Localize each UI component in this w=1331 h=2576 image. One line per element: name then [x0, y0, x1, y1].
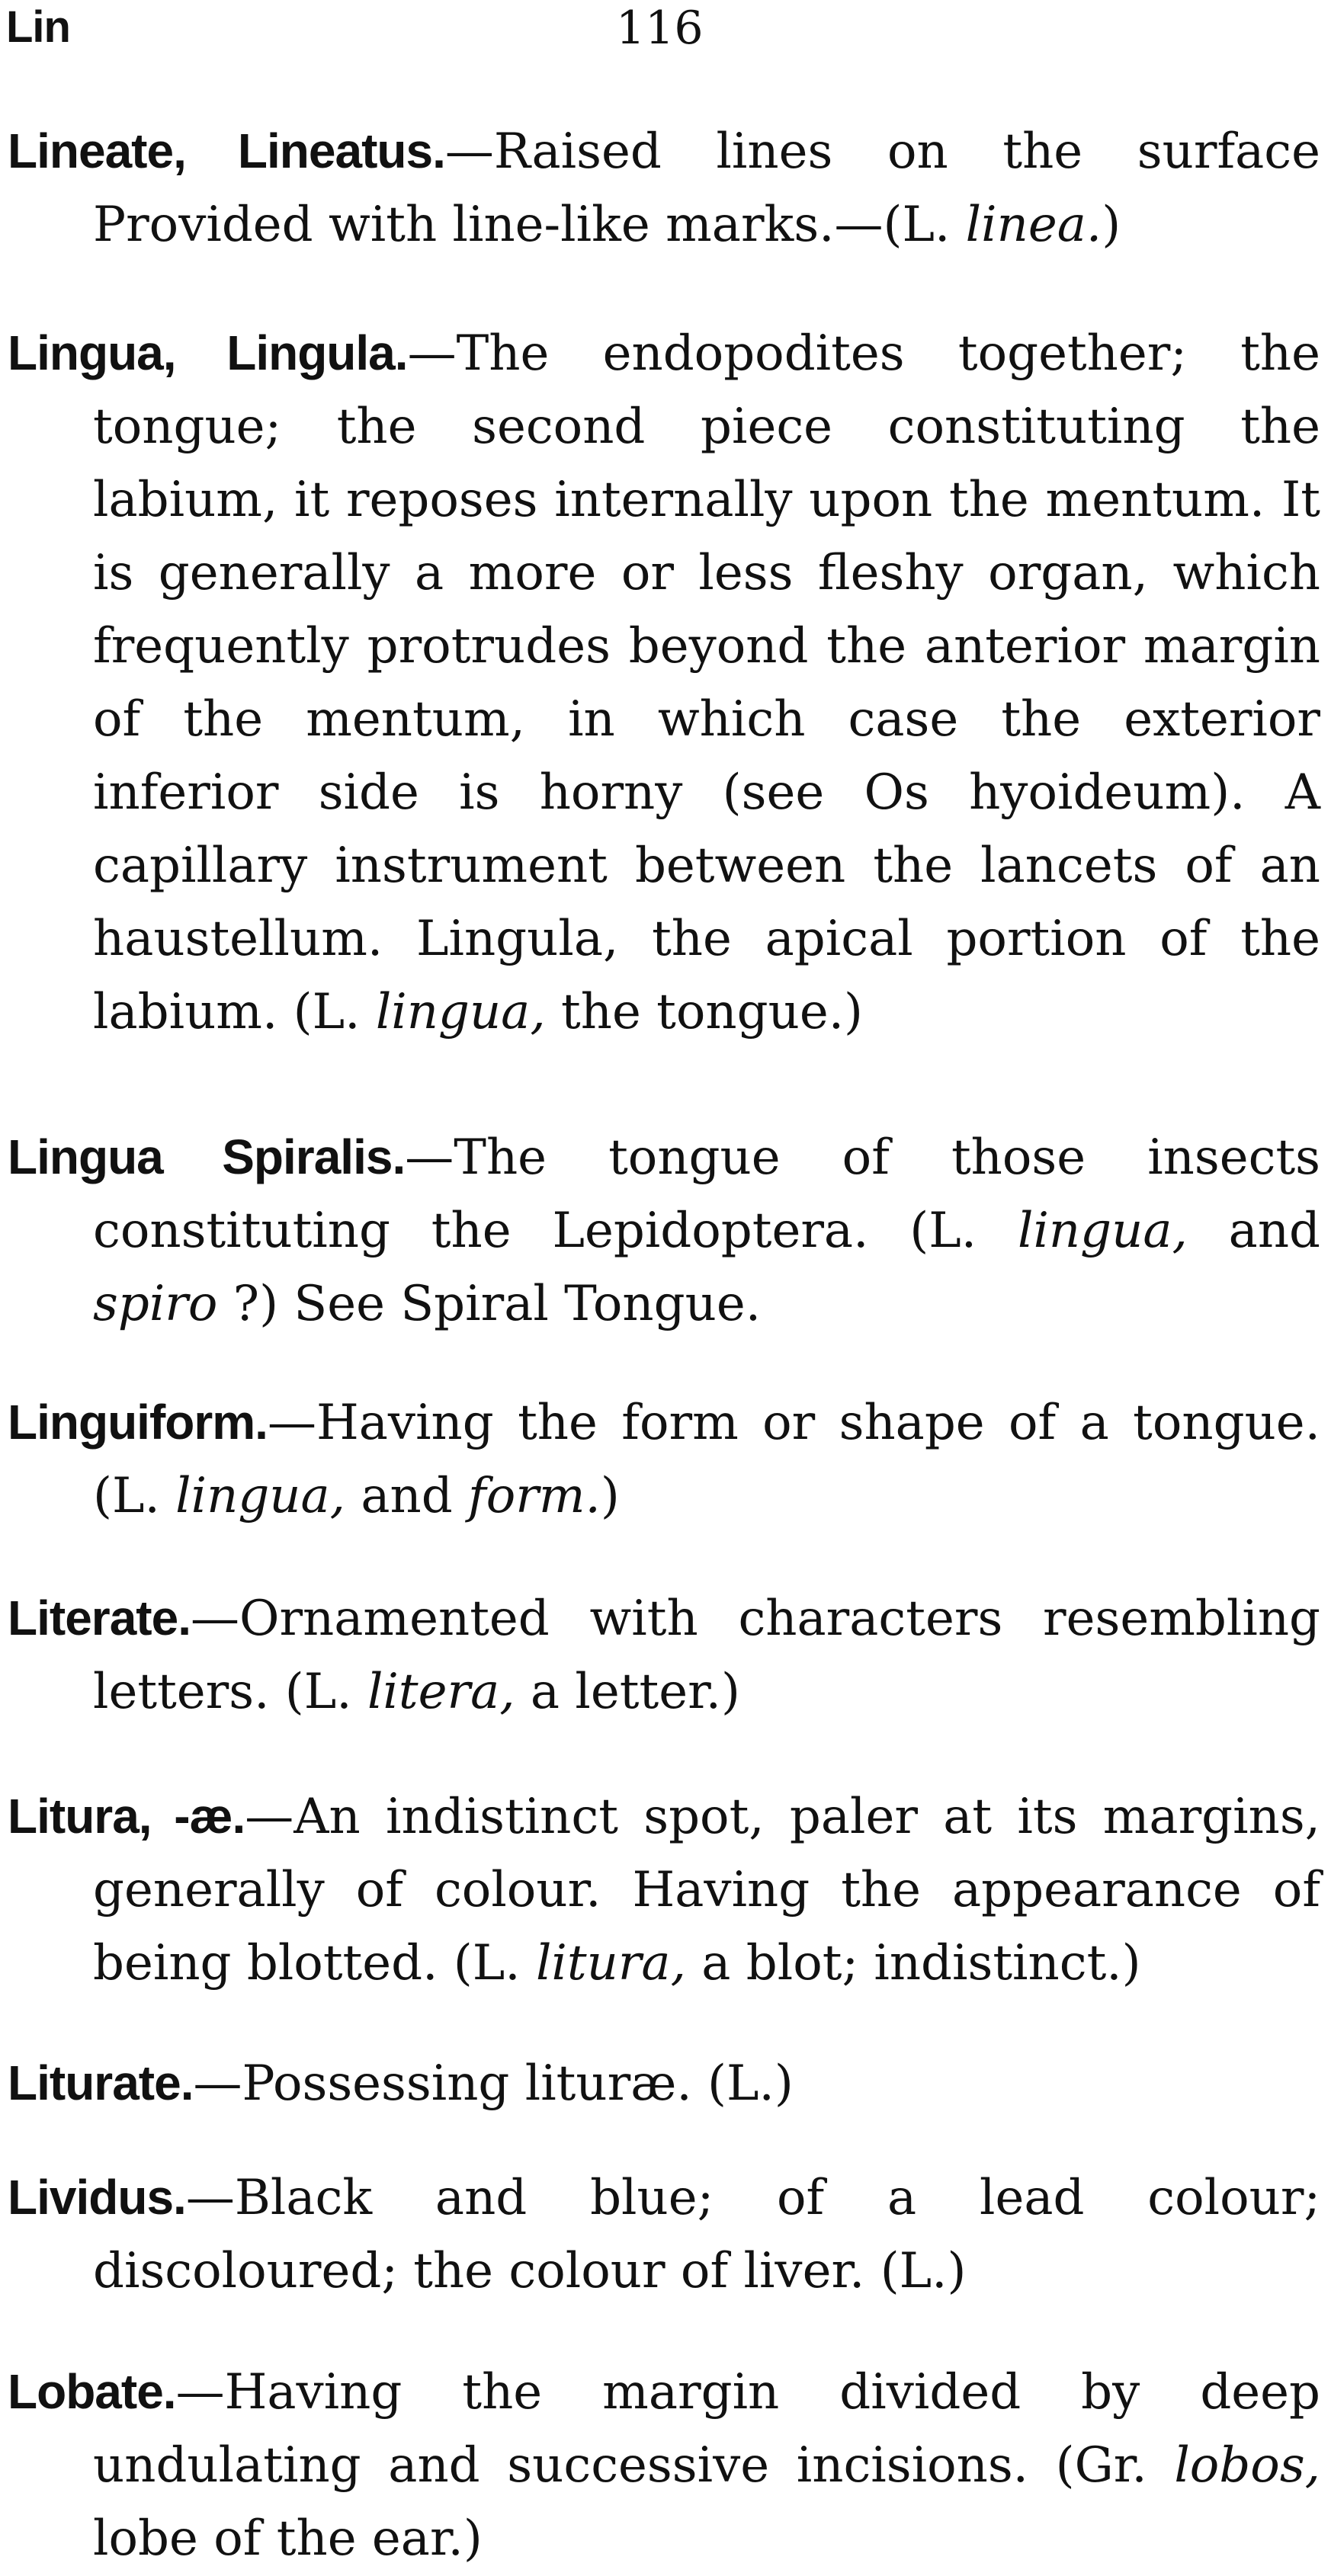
etymology-term: lingua,: [375, 984, 546, 1040]
definition-text: a letter.): [515, 1664, 740, 1720]
definition-text: —Having the form or shape of a tongue. (L.: [93, 1395, 1320, 1524]
definition-text: —Possessing lituræ. (L.): [193, 2055, 794, 2112]
dictionary-entry-lingua: [8, 316, 1320, 1049]
etymology-term: linea.: [965, 197, 1102, 253]
definition-text: ): [600, 1468, 620, 1524]
etymology-term: form.: [468, 1468, 601, 1524]
definition-text: —The tongue of those insects constituting the Lepidoptera. (L.: [93, 1129, 1321, 1259]
headword: Lineate, Lineatus.: [8, 123, 445, 178]
dictionary-entry-linguiform: [8, 1386, 1320, 1533]
headword: Lividus.: [8, 2170, 186, 2225]
definition-text: —Ornamented with characters resembling letters. (L.: [93, 1591, 1320, 1720]
page-number: 116: [616, 2, 704, 55]
dictionary-entry-liturate: [8, 2046, 1320, 2120]
etymology-term: spiro: [93, 1276, 218, 1332]
headword: Linguiform.: [8, 1395, 268, 1450]
definition-text: a blot; indistinct.): [685, 1935, 1141, 1991]
dictionary-entry-literate: [8, 1581, 1320, 1729]
definition-text: ): [1102, 197, 1121, 253]
etymology-term: litura,: [535, 1935, 686, 1991]
definition-text: —Having the margin divided by deep undulating and successive incisions. (Gr.: [93, 2364, 1320, 2494]
definition-text: —An indistinct spot, paler at its margins, generally of colour. Having the appearance of being blotted. (L.: [93, 1789, 1320, 1991]
etymology-term: lingua,: [175, 1468, 345, 1524]
headword: Literate.: [8, 1591, 191, 1645]
definition-text: lobe of the ear.): [93, 2510, 483, 2567]
headword: Litura, -æ.: [8, 1789, 245, 1844]
definition-text: the tongue.): [545, 984, 863, 1040]
guide-word: Lin: [6, 2, 70, 52]
definition-text: and: [1187, 1203, 1321, 1259]
headword: Lobate.: [8, 2364, 176, 2419]
definition-text: —Raised lines on the surface Provided with line-like marks.—(L.: [93, 123, 1321, 253]
definition-text: —The endopodites together; the tongue; the second piece constituting the labium, it reposes internally upon the mentum. It is generally a more or less fleshy organ, which frequently protrudes beyond the anterior margin of the mentum, in which case the exterior inferior side is horny (see Os hyoideum). A capillary instrument between the lancets of an haustellum. Lingula, the apical portion of the labium. (L.: [93, 325, 1321, 1040]
definition-text: —Black and blue; of a lead colour; discoloured; the colour of liver. (L.): [93, 2170, 1320, 2299]
headword: Liturate.: [8, 2055, 194, 2110]
etymology-term: litera,: [367, 1664, 515, 1720]
etymology-term: lobos,: [1174, 2437, 1320, 2494]
dictionary-entry-lividus: [8, 2161, 1320, 2308]
headword: Lingua Spiralis.: [8, 1129, 406, 1184]
etymology-term: lingua,: [1017, 1203, 1188, 1259]
definition-text: and: [345, 1468, 469, 1524]
headword: Lingua, Lingula.: [8, 325, 408, 380]
page-header: [6, 2, 1325, 55]
dictionary-entry-lingua-spiralis: [8, 1120, 1320, 1341]
dictionary-entry-lineate: [8, 114, 1320, 261]
definition-text: ?) See Spiral Tongue.: [217, 1276, 762, 1332]
dictionary-entry-litura: [8, 1780, 1320, 2000]
dictionary-entry-lobate: [8, 2355, 1320, 2575]
